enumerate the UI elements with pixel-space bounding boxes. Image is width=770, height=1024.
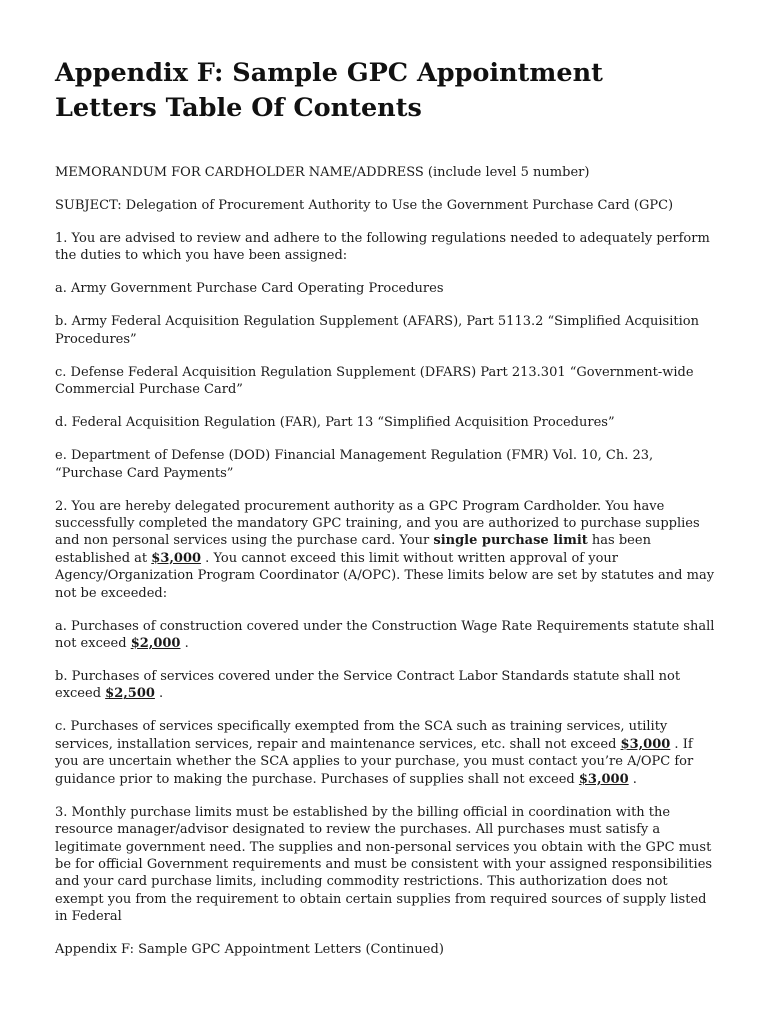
paragraph-1d: d. Federal Acquisition Regulation (FAR), Part 13 “Simplified Acquisition Procedures”	[55, 415, 615, 431]
memo-line: MEMORANDUM FOR CARDHOLDER NAME/ADDRESS (include level 5 number)	[55, 165, 590, 180]
title-line-2: Letters Table Of Contents	[55, 93, 422, 123]
paragraph-2-text-2: has been established at	[55, 533, 651, 566]
paragraph-2b-text-2: .	[154, 686, 164, 702]
paragraph-1a: a. Army Government Purchase Card Operating Procedures	[55, 281, 444, 297]
paragraph-2a-text-1: a. Purchases of construction covered under the Construction Wage Rate Requirements statute shall not exceed	[55, 618, 715, 652]
paragraph-2-text-1: 2. You are hereby delegated procurement authority as a GPC Program Cardholder. You have successfully completed the mandatory GPC training, and you are authorized to purchase supplies and non personal services using the purchase card. Your	[55, 498, 700, 549]
paragraph-2c-text-1: c. Purchases of services specifically exempted from the SCA such as training services, utility services, installation services, repair and maintenance services, etc. shall not exceed	[55, 719, 668, 752]
paragraph-2c-text-3: .	[628, 771, 637, 787]
title-line-1: Appendix F: Sample GPC Appointment	[55, 58, 603, 88]
continued-footer: Appendix F: Sample GPC Appointment Letters (Continued)	[55, 942, 444, 958]
exempt-services-limit-amount: $3,000	[620, 736, 671, 752]
subject-line: SUBJECT: Delegation of Procurement Authority to Use the Government Purchase Card (GPC)	[55, 198, 674, 213]
paragraph-2	[55, 498, 715, 602]
paragraph-2-text-3: . You cannot exceed this limit without written approval of your Agency/Organization Program Coordinator (A/OPC). These limits below are set by statutes and may not be exceeded:	[55, 550, 715, 601]
paragraph-3: 3. Monthly purchase limits must be established by the billing official in coordination with the resource manager/advisor designated to review the purchases. All purchases must satisfy a legitimate government need. The supplies and non-personal services you obtain with the GPC must be for official Government requirements and must be consistent with your assigned responsibilities and your card purchase limits, including commodity restrictions. This authorization does not exempt you from the requirement to obtain certain supplies from required sources of supply listed in Federal	[55, 804, 713, 925]
supplies-limit-amount: $3,000	[578, 771, 629, 787]
services-limit-amount: $2,500	[105, 686, 155, 702]
document-page	[55, 56, 715, 974]
paragraph-1: 1. You are advised to review and adhere to the following regulations needed to adequately perform the duties to which you have been assigned:	[55, 231, 710, 264]
paragraph-2a-text-2: .	[180, 636, 189, 652]
paragraph-2c	[55, 718, 715, 788]
paragraph-2b	[55, 668, 715, 703]
paragraph-1c: c. Defense Federal Acquisition Regulation Supplement (DFARS) Part 213.301 “Government-wide Commercial Purchase Card”	[55, 364, 694, 398]
construction-limit-amount: $2,000	[130, 636, 181, 652]
paragraph-1b: b. Army Federal Acquisition Regulation Supplement (AFARS), Part 5113.2 “Simplified Acquisition Procedures”	[55, 314, 699, 347]
page-title	[55, 56, 715, 126]
paragraph-2b-text-1: b. Purchases of services covered under the Service Contract Labor Standards statute shall not exceed	[55, 669, 681, 702]
paragraph-2a	[55, 618, 715, 653]
paragraph-1e: e. Department of Defense (DOD) Financial Management Regulation (FMR) Vol. 10, Ch. 23, “Purchase Card Payments”	[55, 448, 654, 481]
single-purchase-limit-label: single purchase limit	[433, 533, 588, 549]
single-purchase-limit-amount: $3,000	[151, 550, 202, 566]
paragraph-2c-text-2: . If you are uncertain whether the SCA applies to your purchase, you must contact you’re A/OPC for guidance prior to making the purchase. Purchases of supplies shall not exceed	[55, 736, 694, 787]
